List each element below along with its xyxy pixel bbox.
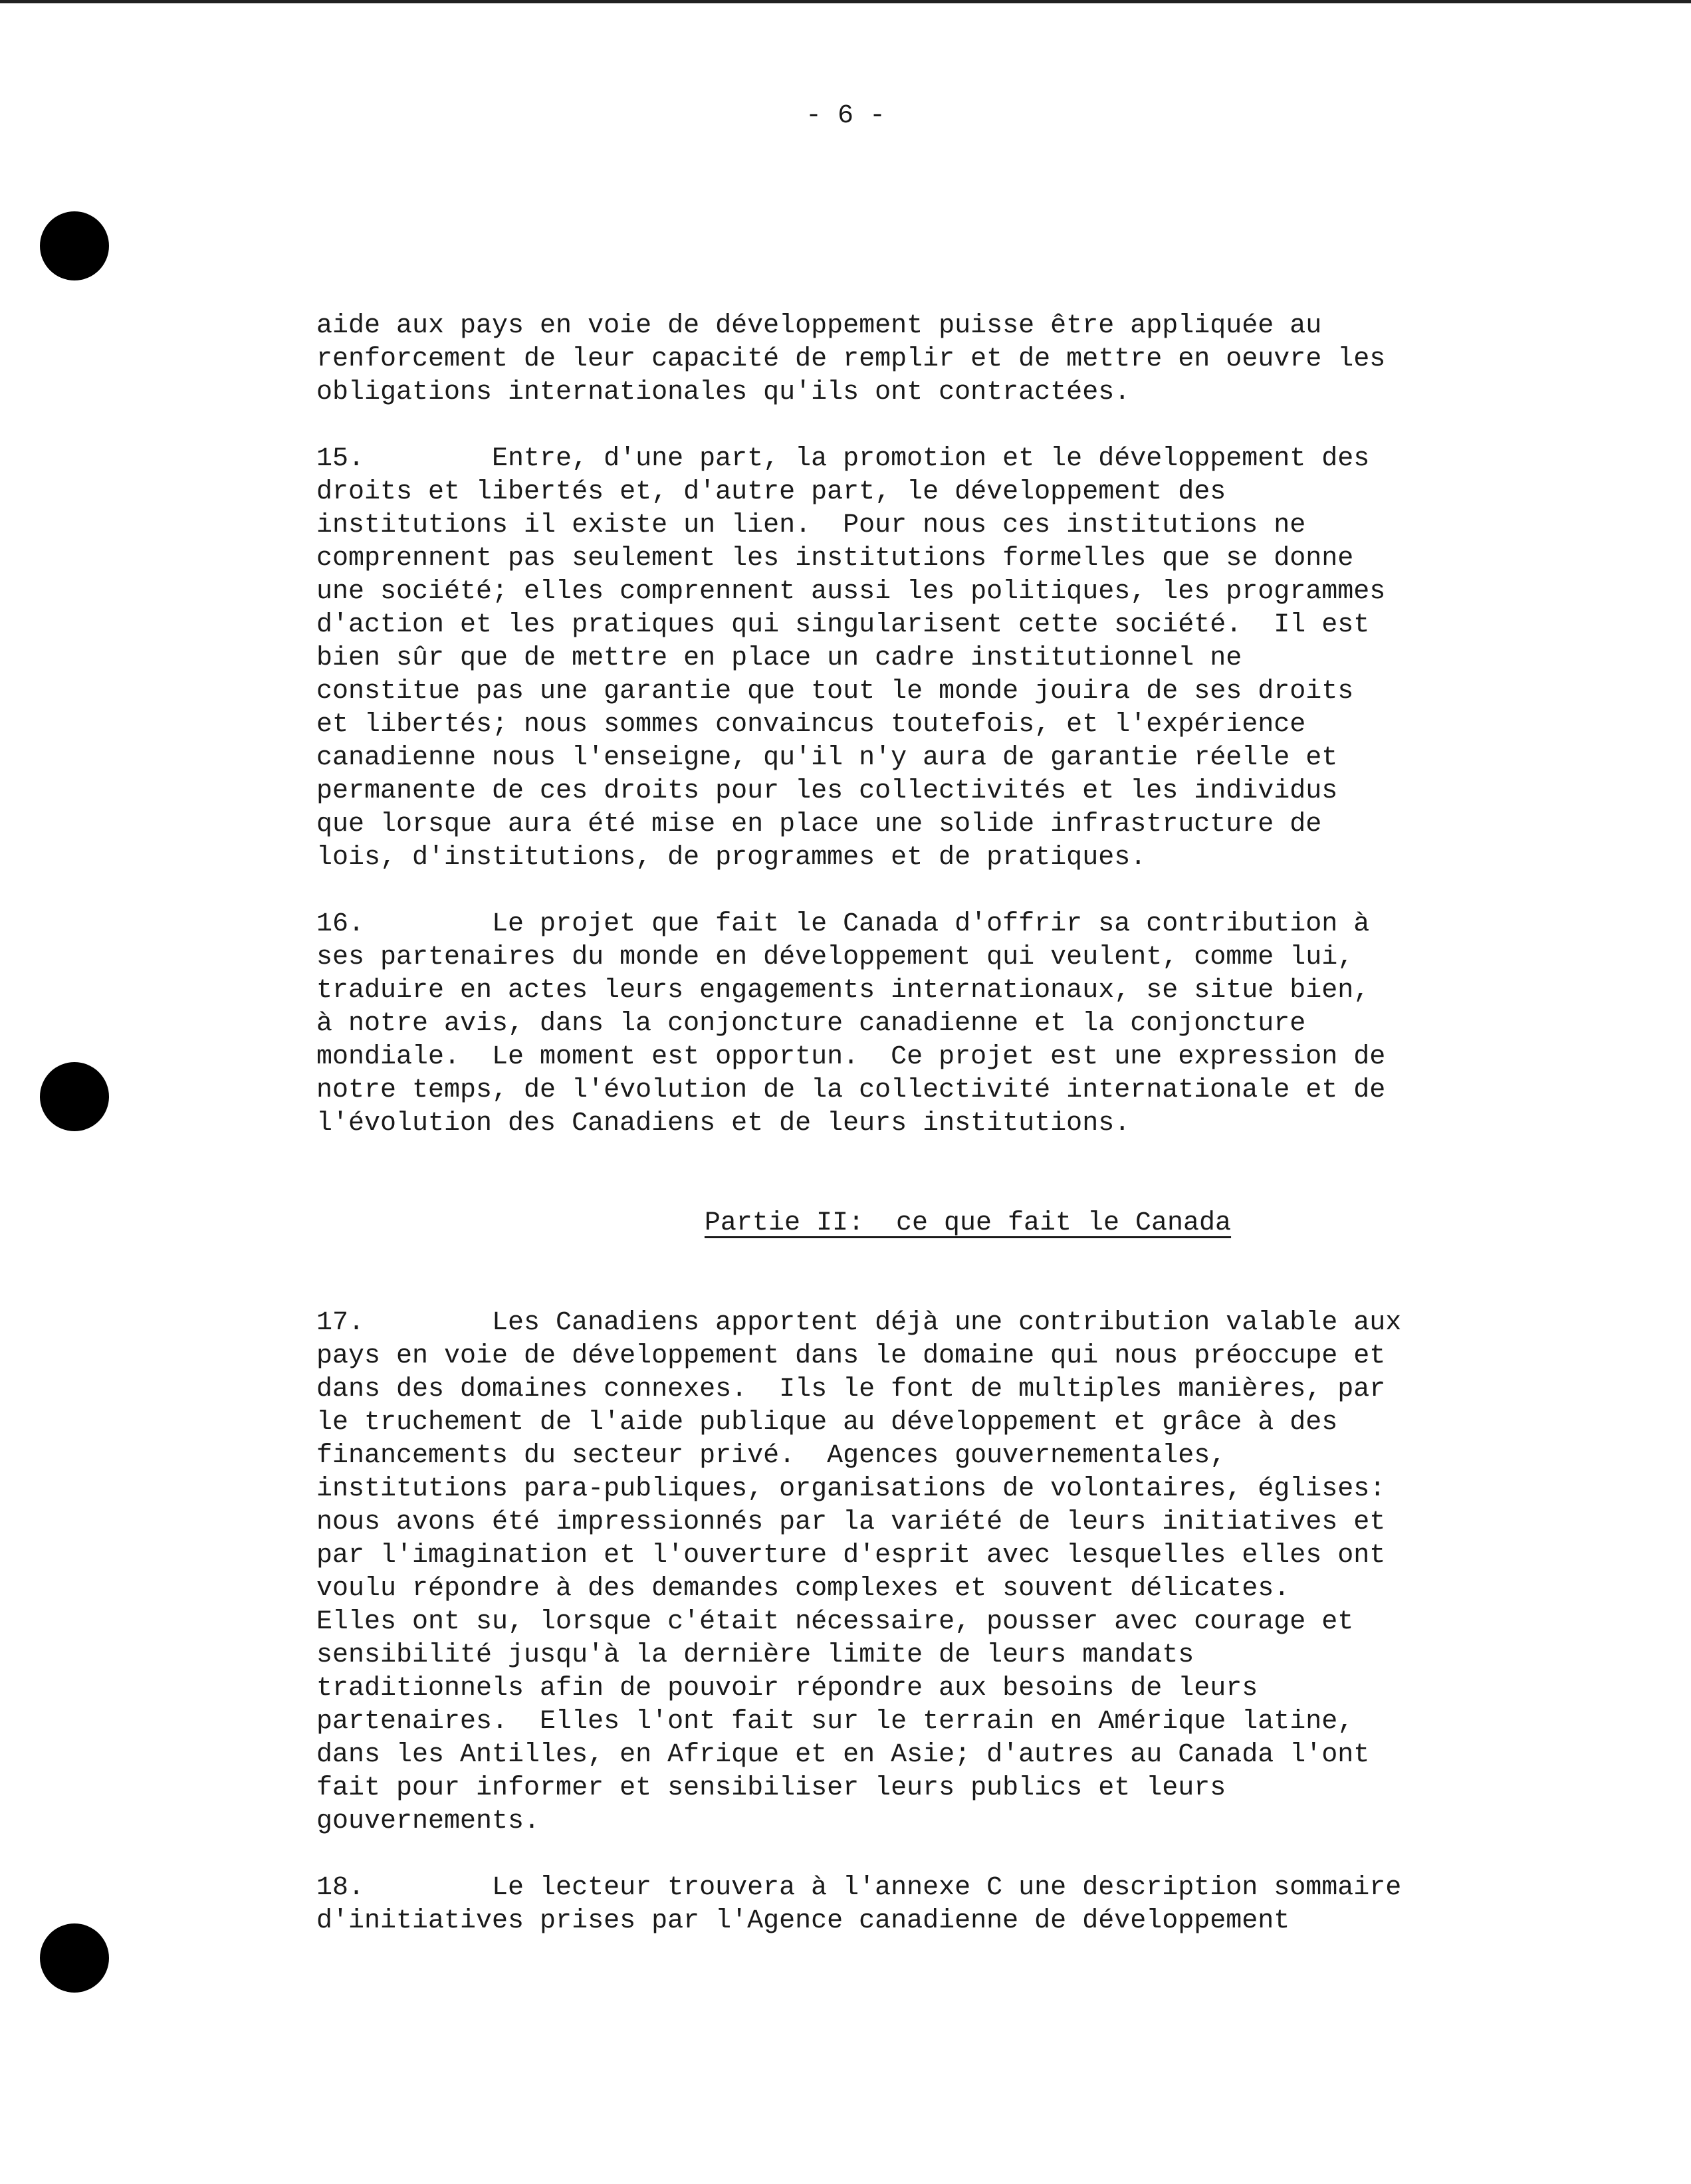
text-line: par l'imagination et l'ouverture d'esprit avec lesquelles elles ont: [316, 1541, 1386, 1571]
text-line: d'action et les pratiques qui singularisent cette société. Il est: [316, 610, 1370, 640]
text-line: notre temps, de l'évolution de la collectivité internationale et de: [316, 1075, 1386, 1105]
text-line: une société; elles comprennent aussi les politiques, les programmes: [316, 577, 1386, 607]
text-line: Elles ont su, lorsque c'était nécessaire, pousser avec courage et: [316, 1607, 1354, 1637]
text-line: fait pour informer et sensibiliser leurs publics et leurs: [316, 1773, 1226, 1803]
text-line: permanente de ces droits pour les collectivités et les individus: [316, 776, 1338, 806]
text-line: traduire en actes leurs engagements internationaux, se situe bien,: [316, 976, 1370, 1006]
text-line: institutions para-publiques, organisations de volontaires, églises:: [316, 1474, 1386, 1504]
text-line: financements du secteur privé. Agences gouvernementales,: [316, 1441, 1226, 1471]
paragraph: [316, 310, 1593, 409]
page-number: - 6 -: [805, 101, 886, 131]
text-line: d'initiatives prises par l'Agence canadienne de développement: [316, 1906, 1290, 1936]
binder-hole: [40, 211, 109, 280]
paragraph-16: [316, 908, 1593, 1141]
text-line: partenaires. Elles l'ont fait sur le terrain en Amérique latine,: [316, 1707, 1354, 1737]
document-body: [316, 310, 1593, 1938]
text-line: renforcement de leur capacité de remplir et de mettre en oeuvre les: [316, 344, 1386, 374]
text-line: dans des domaines connexes. Ils le font de multiples manières, par: [316, 1374, 1386, 1404]
text-line: et libertés; nous sommes convaincus toutefois, et l'expérience: [316, 710, 1306, 740]
paragraph-15: [316, 443, 1593, 875]
text-line: 16. Le projet que fait le Canada d'offrir sa contribution à: [316, 909, 1370, 939]
text-line: 17. Les Canadiens apportent déjà une contribution valable aux: [316, 1308, 1402, 1338]
text-line: comprennent pas seulement les institutions formelles que se donne: [316, 544, 1354, 574]
text-line: traditionnels afin de pouvoir répondre aux besoins de leurs: [316, 1674, 1258, 1703]
text-line: lois, d'institutions, de programmes et de pratiques.: [316, 843, 1147, 873]
text-line: 15. Entre, d'une part, la promotion et le développement des: [316, 444, 1370, 474]
paragraph-18: [316, 1872, 1593, 1938]
text-line: ses partenaires du monde en développement qui veulent, comme lui,: [316, 942, 1354, 972]
top-border-rule: [0, 0, 1691, 3]
paragraph-17: [316, 1307, 1593, 1838]
text-line: institutions il existe un lien. Pour nous ces institutions ne: [316, 510, 1306, 540]
text-line: que lorsque aura été mise en place une solide infrastructure de: [316, 810, 1322, 839]
text-line: bien sûr que de mettre en place un cadre institutionnel ne: [316, 643, 1242, 673]
text-line: obligations internationales qu'ils ont contractées.: [316, 378, 1131, 407]
text-line: sensibilité jusqu'à la dernière limite de leurs mandats: [316, 1640, 1194, 1670]
binder-hole: [40, 1062, 109, 1131]
text-line: constitue pas une garantie que tout le monde jouira de ses droits: [316, 677, 1354, 707]
section-heading-container: [316, 1207, 1593, 1240]
text-line: pays en voie de développement dans le domaine qui nous préoccupe et: [316, 1341, 1386, 1371]
text-line: le truchement de l'aide publique au développement et grâce à des: [316, 1408, 1338, 1438]
text-line: aide aux pays en voie de développement puisse être appliquée au: [316, 311, 1322, 341]
text-line: gouvernements.: [316, 1806, 540, 1836]
text-line: droits et libertés et, d'autre part, le développement des: [316, 477, 1226, 507]
text-line: à notre avis, dans la conjoncture canadienne et la conjoncture: [316, 1009, 1306, 1039]
text-line: 18. Le lecteur trouvera à l'annexe C une description sommaire: [316, 1873, 1402, 1903]
text-line: nous avons été impressionnés par la variété de leurs initiatives et: [316, 1507, 1386, 1537]
section-heading: Partie II: ce que fait le Canada: [704, 1208, 1232, 1238]
binder-hole: [40, 1923, 109, 1993]
text-line: voulu répondre à des demandes complexes et souvent délicates.: [316, 1574, 1290, 1604]
text-line: l'évolution des Canadiens et de leurs institutions.: [316, 1109, 1131, 1139]
text-line: canadienne nous l'enseigne, qu'il n'y aura de garantie réelle et: [316, 743, 1338, 773]
text-line: dans les Antilles, en Afrique et en Asie; d'autres au Canada l'ont: [316, 1740, 1370, 1770]
text-line: mondiale. Le moment est opportun. Ce projet est une expression de: [316, 1042, 1386, 1072]
